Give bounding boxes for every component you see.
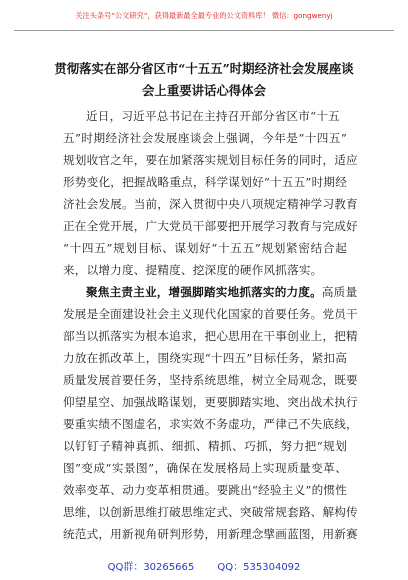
body-line-18: 效率变革、动力变革相贯通。要跳出“经验主义”的惯性 [63, 483, 347, 497]
body-line-2: 五”时期经济社会发展座谈会上强调，今年是“十四五” [63, 131, 347, 145]
body-line-14: 仰望星空、加强战略谋划，更要脚踏实地、突出战术执行 [63, 395, 358, 409]
body-line-13: 质量发展首要任务，坚持系统思维，树立全局观念，既要 [63, 373, 358, 387]
body-line-10: 发展是全面建设社会主义现代化国家的首要任务。党员干 [63, 307, 358, 321]
section-heading: 聚焦主责主业，增强脚踏实地抓落实的力度。 [86, 285, 322, 299]
body-line-6: 正在全党开展，广大党员干部要把开展学习教育与完成好 [63, 219, 358, 233]
body-line-5: 济社会发展。当前，深入贯彻中央八项规定精神学习教育 [63, 197, 358, 211]
page-header [0, 0, 408, 34]
body-line-17: 图”变成“实景图”，确保在发展格局上实现质量变革、 [63, 461, 347, 475]
document-title-line-2: 会上重要讲话心得体会 [142, 83, 266, 98]
body-line-8: 来，以增力度、提精度、挖深度的硬作风抓落实。 [63, 263, 323, 277]
body-line-9 [86, 284, 358, 300]
page-footer [0, 558, 408, 573]
body-line-4: 形势变化，把握战略重点，科学谋划好“十五五”时期经 [63, 175, 347, 189]
footer-qq: QQ：535304092 [217, 562, 301, 573]
header-promo-text: 关注头条号“公文研究”，获得最新最全最专业的公文资料库！ 微信：gongwenyj [75, 11, 333, 20]
body-line-9-tail: 高质量 [321, 285, 358, 299]
body-line-20: 统范式，用新视角研判形势，用新理念擘画蓝图，用新赛 [63, 527, 358, 541]
body-line-11: 部当以抓落实为根本追求，把心思用在干事创业上，把精 [63, 329, 358, 343]
body-line-1: 近日，习近平总书记在主持召开部分省区市“十五 [86, 109, 340, 123]
body-line-15: 要重实绩不图虚名，求实效不务虚功，严律己不失底线， [63, 417, 358, 431]
footer-qq-group: QQ群：30265665 [107, 562, 195, 573]
document-title-line-1: 贯彻落实在部分省区市“十五五”时期经济社会发展座谈 [54, 61, 354, 76]
body-line-16: 以钉钉子精神真抓、细抓、精抓、巧抓，努力把“规划 [63, 439, 347, 453]
body-line-7: “十四五”规划目标、谋划好“十五五”规划紧密结合起 [63, 241, 347, 255]
body-line-19: 思维，以创新思维打破思维定式、突破常规套路、解构传 [63, 505, 358, 519]
body-line-12: 力放在抓改革上，围绕实现“十四五”目标任务，紧扣高 [63, 351, 347, 365]
header-divider [14, 30, 394, 31]
body-line-3: 规划收官之年，要在加紧落实规划目标任务的同时，适应 [63, 153, 358, 167]
